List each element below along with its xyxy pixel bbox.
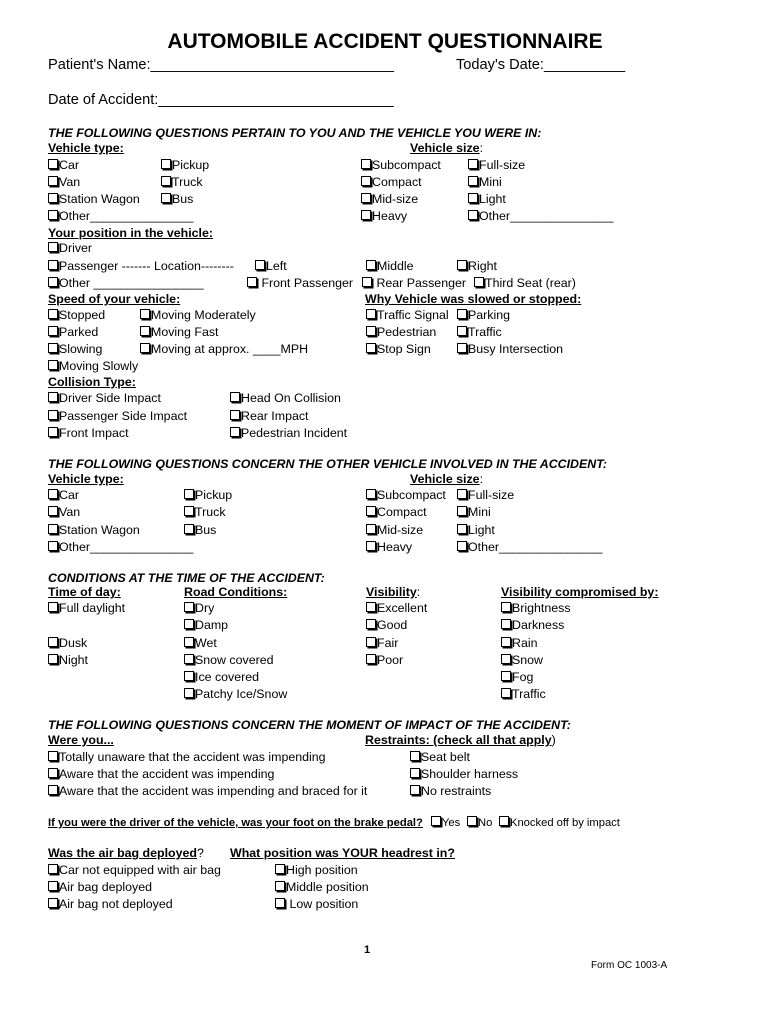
checkbox-icon[interactable] xyxy=(366,309,376,319)
option-station-wagon[interactable]: Station Wagon xyxy=(48,192,140,207)
checkbox-icon[interactable] xyxy=(474,277,484,287)
checkbox-icon[interactable] xyxy=(48,277,58,287)
page-number: 1 xyxy=(364,944,371,956)
option-stopped[interactable]: Stopped xyxy=(48,308,105,323)
checkbox-icon[interactable] xyxy=(468,176,478,186)
option-airbag-deployed[interactable]: Air bag deployed xyxy=(48,880,152,895)
checkbox-icon[interactable] xyxy=(48,524,58,534)
checkbox-icon[interactable] xyxy=(366,489,376,499)
option-no-restraints[interactable]: No restraints xyxy=(410,784,491,799)
other-option-station-wagon[interactable]: Station Wagon xyxy=(48,523,140,538)
option-damp[interactable]: Damp xyxy=(184,618,228,633)
option-darkness[interactable]: Darkness xyxy=(501,618,564,633)
checkbox-icon[interactable] xyxy=(48,898,58,908)
checkbox-icon[interactable] xyxy=(184,602,194,612)
checkbox-icon[interactable] xyxy=(48,242,58,252)
checkbox-icon[interactable] xyxy=(366,343,376,353)
option-car[interactable]: Car xyxy=(48,158,79,173)
checkbox-icon[interactable] xyxy=(230,427,240,437)
option-pickup[interactable]: Pickup xyxy=(161,158,209,173)
option-moving-moderately[interactable]: Moving Moderately xyxy=(140,308,256,323)
checkbox-icon[interactable] xyxy=(361,176,371,186)
checkbox-icon[interactable] xyxy=(501,654,511,664)
checkbox-icon[interactable] xyxy=(48,343,58,353)
brake-pedal-question: If you were the driver of the vehicle, was your foot on the brake pedal? xyxy=(48,817,423,829)
checkbox-icon[interactable] xyxy=(48,541,58,551)
option-other-type[interactable]: Other_______________ xyxy=(48,209,193,224)
option-stop-sign[interactable]: Stop Sign xyxy=(366,342,431,357)
option-ice-covered[interactable]: Ice covered xyxy=(184,670,259,685)
checkbox-icon[interactable] xyxy=(230,410,240,420)
slowed-heading: Why Vehicle was slowed or stopped: xyxy=(365,292,582,306)
other-option-midsize[interactable]: Mid-size xyxy=(366,523,423,538)
other-option-compact[interactable]: Compact xyxy=(366,505,427,520)
checkbox-icon[interactable] xyxy=(457,260,467,270)
option-other-size[interactable]: Other_______________ xyxy=(468,209,613,224)
visibility-heading: Visibility: xyxy=(366,585,421,599)
checkbox-icon[interactable] xyxy=(457,489,467,499)
checkbox-icon[interactable] xyxy=(48,326,58,336)
checkbox-icon[interactable] xyxy=(48,159,58,169)
checkbox-icon[interactable] xyxy=(48,427,58,437)
option-driver-side[interactable]: Driver Side Impact xyxy=(48,391,161,406)
checkbox-icon[interactable] xyxy=(184,524,194,534)
checkbox-icon[interactable] xyxy=(366,637,376,647)
other-option-heavy[interactable]: Heavy xyxy=(366,540,412,555)
checkbox-icon[interactable] xyxy=(501,619,511,629)
checkbox-icon[interactable] xyxy=(366,326,376,336)
option-excellent[interactable]: Excellent xyxy=(366,601,427,616)
checkbox-icon[interactable] xyxy=(501,671,511,681)
checkbox-icon[interactable] xyxy=(499,816,509,826)
other-option-subcompact[interactable]: Subcompact xyxy=(366,488,446,503)
option-traffic-visibility[interactable]: Traffic xyxy=(501,687,546,702)
airbag-heading: Was the air bag deployed? xyxy=(48,846,204,860)
option-snow[interactable]: Snow xyxy=(501,653,543,668)
checkbox-icon[interactable] xyxy=(184,654,194,664)
other-option-other-type[interactable]: Other_______________ xyxy=(48,540,193,555)
option-pedestrian-incident[interactable]: Pedestrian Incident xyxy=(230,426,347,441)
checkbox-icon[interactable] xyxy=(48,864,58,874)
option-night[interactable]: Night xyxy=(48,653,88,668)
checkbox-icon[interactable] xyxy=(48,260,58,270)
form-number: Form OC 1003-A xyxy=(591,960,668,971)
option-brightness[interactable]: Brightness xyxy=(501,601,571,616)
option-bus[interactable]: Bus xyxy=(161,192,193,207)
other-option-other-size[interactable]: Other_______________ xyxy=(457,540,602,555)
checkbox-icon[interactable] xyxy=(48,489,58,499)
checkbox-icon[interactable] xyxy=(184,619,194,629)
checkbox-icon[interactable] xyxy=(184,688,194,698)
option-head-on[interactable]: Head On Collision xyxy=(230,391,341,406)
checkbox-icon[interactable] xyxy=(457,326,467,336)
checkbox-icon[interactable] xyxy=(48,602,58,612)
option-not-equipped[interactable]: Car not equipped with air bag xyxy=(48,863,221,878)
option-full-daylight[interactable]: Full daylight xyxy=(48,601,125,616)
checkbox-icon[interactable] xyxy=(361,210,371,220)
option-brake-no[interactable]: No xyxy=(467,816,492,831)
other-option-pickup[interactable]: Pickup xyxy=(184,488,232,503)
option-headrest-high[interactable]: High position xyxy=(275,863,358,878)
option-mini[interactable]: Mini xyxy=(468,175,502,190)
checkbox-icon[interactable] xyxy=(48,176,58,186)
option-other-position[interactable]: Other ________________ xyxy=(48,276,204,291)
road-conditions-heading: Road Conditions: xyxy=(184,585,288,599)
checkbox-icon[interactable] xyxy=(48,654,58,664)
option-fog[interactable]: Fog xyxy=(501,670,533,685)
other-option-mini[interactable]: Mini xyxy=(457,505,491,520)
checkbox-icon[interactable] xyxy=(184,637,194,647)
option-third-seat[interactable]: Third Seat (rear) xyxy=(474,276,576,291)
todays-date-field[interactable]: Today's Date:__________ xyxy=(456,57,626,73)
other-option-truck[interactable]: Truck xyxy=(184,505,226,520)
option-subcompact[interactable]: Subcompact xyxy=(361,158,441,173)
checkbox-icon[interactable] xyxy=(468,210,478,220)
option-driver[interactable]: Driver xyxy=(48,241,92,256)
option-rear-passenger[interactable]: Rear Passenger xyxy=(362,276,466,291)
option-front-impact[interactable]: Front Impact xyxy=(48,426,129,441)
checkbox-icon[interactable] xyxy=(468,193,478,203)
checkbox-icon[interactable] xyxy=(431,816,441,826)
checkbox-icon[interactable] xyxy=(255,260,265,270)
vehicle-type-heading: Vehicle type: xyxy=(48,141,124,155)
checkbox-icon[interactable] xyxy=(184,506,194,516)
checkbox-icon[interactable] xyxy=(366,541,376,551)
option-unaware[interactable]: Totally unaware that the accident was impending xyxy=(48,750,326,765)
option-passenger-side[interactable]: Passenger Side Impact xyxy=(48,409,187,424)
option-middle[interactable]: Middle xyxy=(366,259,414,274)
checkbox-icon[interactable] xyxy=(161,159,171,169)
option-slowing[interactable]: Slowing xyxy=(48,342,102,357)
section-impact-heading: THE FOLLOWING QUESTIONS CONCERN THE MOMENT OF IMPACT OF THE ACCIDENT: xyxy=(48,718,571,732)
option-parked[interactable]: Parked xyxy=(48,325,98,340)
checkbox-icon[interactable] xyxy=(48,881,58,891)
section-other-vehicle-heading: THE FOLLOWING QUESTIONS CONCERN THE OTHER VEHICLE INVOLVED IN THE ACCIDENT: xyxy=(48,457,607,471)
option-headrest-low[interactable]: Low position xyxy=(275,897,358,912)
checkbox-icon[interactable] xyxy=(161,176,171,186)
checkbox-icon[interactable] xyxy=(501,688,511,698)
patient-name-field[interactable]: Patient's Name:______________________________ xyxy=(48,57,395,73)
option-aware[interactable]: Aware that the accident was impending xyxy=(48,767,274,782)
checkbox-icon[interactable] xyxy=(366,654,376,664)
checkbox-icon[interactable] xyxy=(140,326,150,336)
option-headrest-middle[interactable]: Middle position xyxy=(275,880,369,895)
option-moving-fast[interactable]: Moving Fast xyxy=(140,325,218,340)
checkbox-icon[interactable] xyxy=(366,260,376,270)
headrest-heading: What position was YOUR headrest in? xyxy=(230,846,455,860)
option-passenger[interactable]: Passenger ------- Location-------- xyxy=(48,259,234,274)
time-of-day-heading: Time of day: xyxy=(48,585,121,599)
checkbox-icon[interactable] xyxy=(247,277,257,287)
option-traffic[interactable]: Traffic xyxy=(457,325,502,340)
option-airbag-not-deployed[interactable]: Air bag not deployed xyxy=(48,897,173,912)
checkbox-icon[interactable] xyxy=(275,898,285,908)
option-light[interactable]: Light xyxy=(468,192,506,207)
checkbox-icon[interactable] xyxy=(457,309,467,319)
checkbox-icon[interactable] xyxy=(501,637,511,647)
checkbox-icon[interactable] xyxy=(48,392,58,402)
option-brake-yes[interactable]: Yes xyxy=(431,816,460,831)
checkbox-icon[interactable] xyxy=(48,360,58,370)
checkbox-icon[interactable] xyxy=(366,524,376,534)
checkbox-icon[interactable] xyxy=(361,193,371,203)
option-traffic-signal[interactable]: Traffic Signal xyxy=(366,308,449,323)
restraints-heading: Restraints: (check all that apply) xyxy=(365,733,556,747)
other-option-van[interactable]: Van xyxy=(48,505,80,520)
checkbox-icon[interactable] xyxy=(140,309,150,319)
were-you-heading: Were you... xyxy=(48,733,114,747)
collision-heading: Collision Type: xyxy=(48,375,136,389)
option-braced[interactable]: Aware that the accident was impending and braced for it xyxy=(48,784,367,799)
option-moving-slowly[interactable]: Moving Slowly xyxy=(48,359,138,374)
checkbox-icon[interactable] xyxy=(366,602,376,612)
checkbox-icon[interactable] xyxy=(457,506,467,516)
checkbox-icon[interactable] xyxy=(48,193,58,203)
other-vehicle-size-heading: Vehicle size: xyxy=(410,472,484,486)
option-left[interactable]: Left xyxy=(255,259,287,274)
checkbox-icon[interactable] xyxy=(48,785,58,795)
option-front-passenger[interactable]: Front Passenger xyxy=(247,276,353,291)
option-fullsize[interactable]: Full-size xyxy=(468,158,525,173)
checkbox-icon[interactable] xyxy=(275,864,285,874)
checkbox-icon[interactable] xyxy=(468,159,478,169)
checkbox-icon[interactable] xyxy=(467,816,477,826)
checkbox-icon[interactable] xyxy=(366,506,376,516)
option-right[interactable]: Right xyxy=(457,259,497,274)
option-seat-belt[interactable]: Seat belt xyxy=(410,750,470,765)
visibility-compromised-heading: Visibility compromised by: xyxy=(501,585,659,599)
other-vehicle-type-heading: Vehicle type: xyxy=(48,472,124,486)
checkbox-icon[interactable] xyxy=(230,392,240,402)
checkbox-icon[interactable] xyxy=(361,159,371,169)
page-title: AUTOMOBILE ACCIDENT QUESTIONNAIRE xyxy=(167,30,603,53)
date-of-accident-field[interactable]: Date of Accident:_____________________________ xyxy=(48,92,394,108)
option-fair[interactable]: Fair xyxy=(366,636,398,651)
checkbox-icon[interactable] xyxy=(48,309,58,319)
option-van[interactable]: Van xyxy=(48,175,80,190)
checkbox-icon[interactable] xyxy=(362,277,372,287)
option-rear-impact[interactable]: Rear Impact xyxy=(230,409,308,424)
section-you-heading: THE FOLLOWING QUESTIONS PERTAIN TO YOU AND THE VEHICLE YOU WERE IN: xyxy=(48,126,542,140)
other-option-bus[interactable]: Bus xyxy=(184,523,216,538)
option-poor[interactable]: Poor xyxy=(366,653,403,668)
checkbox-icon[interactable] xyxy=(140,343,150,353)
option-snow-covered[interactable]: Snow covered xyxy=(184,653,274,668)
other-option-car[interactable]: Car xyxy=(48,488,79,503)
vehicle-size-heading: Vehicle size: xyxy=(410,141,484,155)
option-truck[interactable]: Truck xyxy=(161,175,203,190)
speed-heading: Speed of your vehicle: xyxy=(48,292,181,306)
option-busy-intersection[interactable]: Busy Intersection xyxy=(457,342,563,357)
checkbox-icon[interactable] xyxy=(48,768,58,778)
other-option-fullsize[interactable]: Full-size xyxy=(457,488,514,503)
checkbox-icon[interactable] xyxy=(457,524,467,534)
checkbox-icon[interactable] xyxy=(48,637,58,647)
option-rain[interactable]: Rain xyxy=(501,636,537,651)
option-wet[interactable]: Wet xyxy=(184,636,217,651)
option-midsize[interactable]: Mid-size xyxy=(361,192,418,207)
checkbox-icon[interactable] xyxy=(366,619,376,629)
checkbox-icon[interactable] xyxy=(184,489,194,499)
option-dusk[interactable]: Dusk xyxy=(48,636,87,651)
option-moving-approx[interactable]: Moving at approx. ____MPH xyxy=(140,342,308,357)
option-parking[interactable]: Parking xyxy=(457,308,510,323)
checkbox-icon[interactable] xyxy=(48,210,58,220)
checkbox-icon[interactable] xyxy=(457,541,467,551)
position-heading: Your position in the vehicle: xyxy=(48,226,213,240)
checkbox-icon[interactable] xyxy=(48,751,58,761)
option-good[interactable]: Good xyxy=(366,618,407,633)
option-knocked-off[interactable]: Knocked off by impact xyxy=(499,816,620,831)
option-pedestrian[interactable]: Pedestrian xyxy=(366,325,436,340)
checkbox-icon[interactable] xyxy=(501,602,511,612)
checkbox-icon[interactable] xyxy=(275,881,285,891)
section-conditions-heading: CONDITIONS AT THE TIME OF THE ACCIDENT: xyxy=(48,571,325,585)
option-heavy[interactable]: Heavy xyxy=(361,209,407,224)
option-compact[interactable]: Compact xyxy=(361,175,422,190)
checkbox-icon[interactable] xyxy=(410,768,420,778)
checkbox-icon[interactable] xyxy=(48,410,58,420)
other-option-light[interactable]: Light xyxy=(457,523,495,538)
checkbox-icon[interactable] xyxy=(48,506,58,516)
option-dry[interactable]: Dry xyxy=(184,601,214,616)
checkbox-icon[interactable] xyxy=(161,193,171,203)
option-shoulder-harness[interactable]: Shoulder harness xyxy=(410,767,518,782)
option-patchy-ice[interactable]: Patchy Ice/Snow xyxy=(184,687,287,702)
checkbox-icon[interactable] xyxy=(410,751,420,761)
checkbox-icon[interactable] xyxy=(457,343,467,353)
checkbox-icon[interactable] xyxy=(410,785,420,795)
checkbox-icon[interactable] xyxy=(184,671,194,681)
